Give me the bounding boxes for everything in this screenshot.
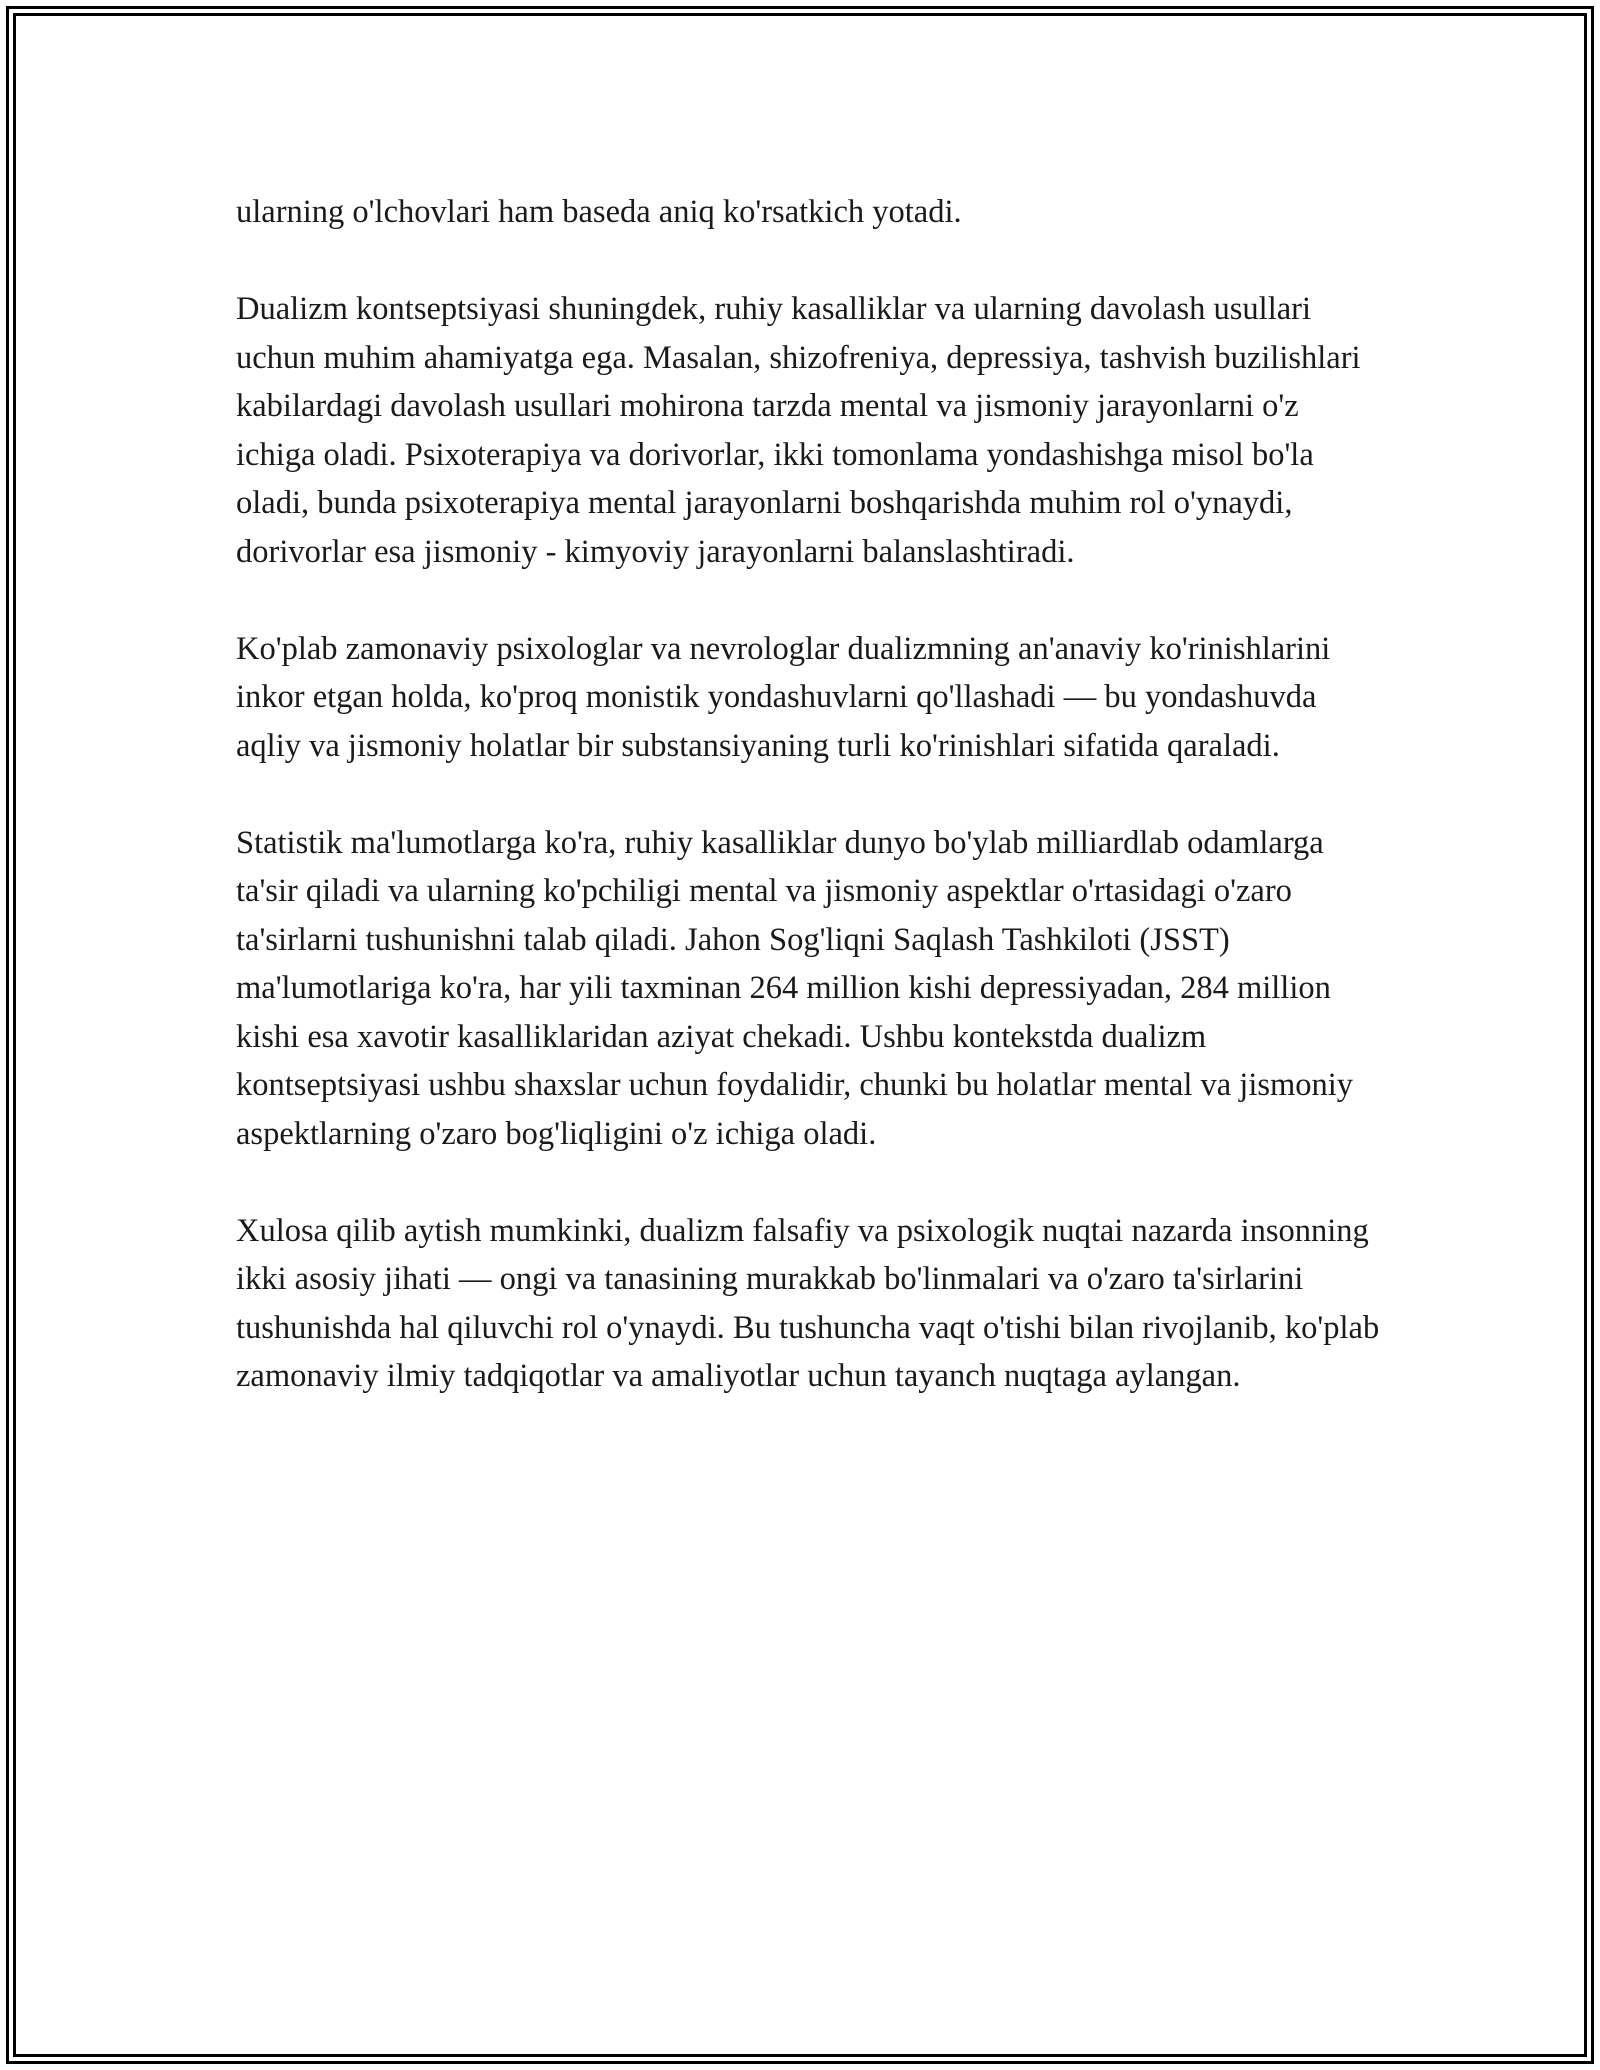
document-body bbox=[236, 188, 1386, 1401]
paragraph-statistics: Statistik ma'lumotlarga ko'ra, ruhiy kasalliklar dunyo bo'ylab milliardlab odamlarga ta'sir qiladi va ularning ko'pchiligi mental va jismoniy aspektlar o'rtasidagi o'zaro ta'sirlarni tushunishni talab qiladi. Jahon Sog'liqni Saqlash Tashkiloti (JSST) ma'lumotlariga ko'ra, har yili taxminan 264 million kishi depressiyadan, 284 million kishi esa xavotir kasalliklaridan aziyat chekadi. Ushbu kontekstda dualizm kontseptsiyasi ushbu shaxslar uchun foydalidir, chunki bu holatlar mental va jismoniy aspektlarning o'zaro bog'liqligini o'z ichiga oladi. bbox=[236, 824, 1354, 1152]
paragraph-monism: Ko'plab zamonaviy psixologlar va nevrologlar dualizmning an'anaviy ko'rinishlarini inkor etgan holda, ko'proq monistik yondashuvlarni qo'llashadi — bu yondashuvda aqliy va jismoniy holatlar bir substansiyaning turli ko'rinishlari sifatida qaraladi. bbox=[236, 630, 1331, 764]
paragraph-continuation: ularning o'lchovlari ham baseda aniq ko'rsatkich yotadi. bbox=[236, 194, 962, 230]
paragraph-conclusion: Xulosa qilib aytish mumkinki, dualizm falsafiy va psixologik nuqtai nazarda insonning ikki asosiy jihati — ongi va tanasining murakkab bo'linmalari va o'zaro ta'sirlarini tushunishda hal qiluvchi rol o'ynaydi. Bu tushuncha vaqt o'tishi bilan rivojlanib, ko'plab zamonaviy ilmiy tadqiqotlar va amaliyotlar uchun tayanch nuqtaga aylangan. bbox=[236, 1212, 1380, 1394]
paragraph-dualism-treatment: Dualizm kontseptsiyasi shuningdek, ruhiy kasalliklar va ularning davolash usullari uchun muhim ahamiyatga ega. Masalan, shizofreniya, depressiya, tashvish buzilishlari kabilardagi davolash usullari mohirona tarzda mental va jismoniy jarayonlarni o'z ichiga oladi. Psixoterapiya va dorivorlar, ikki tomonlama yondashishga misol bo'la oladi, bunda psixoterapiya mental jarayonlarni boshqarishda muhim rol o'ynaydi, dorivorlar esa jismoniy - kimyoviy jarayonlarni balanslashtiradi. bbox=[236, 291, 1361, 570]
